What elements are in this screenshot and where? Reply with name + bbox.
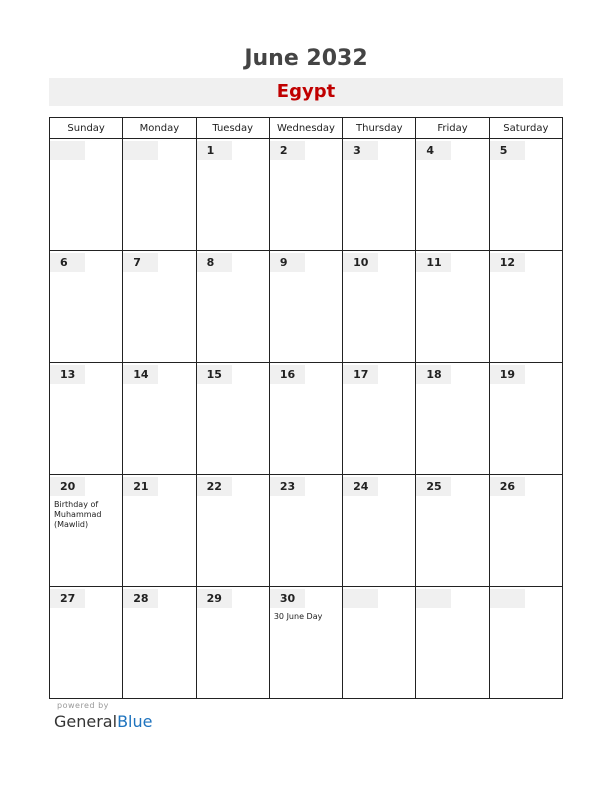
day-cell — [50, 251, 123, 363]
holiday-label — [490, 496, 554, 500]
day-cell — [416, 587, 489, 699]
day-cell — [269, 251, 342, 363]
day-number: 4 — [416, 141, 451, 160]
day-cell — [50, 475, 123, 587]
holiday-label — [123, 496, 187, 500]
day-cell — [489, 587, 562, 699]
holiday-label — [197, 496, 261, 500]
holiday-label — [197, 384, 261, 388]
week-row — [50, 251, 563, 363]
day-number: 16 — [270, 365, 305, 384]
day-number: 5 — [490, 141, 525, 160]
holiday-label — [270, 496, 334, 500]
day-number — [123, 141, 158, 160]
day-cell — [196, 587, 269, 699]
day-number: 6 — [50, 253, 85, 272]
holiday-label — [270, 272, 334, 276]
weekday-wednesday: Wednesday — [269, 118, 342, 139]
day-number: 3 — [343, 141, 378, 160]
holiday-label — [197, 272, 261, 276]
day-cell — [123, 139, 196, 251]
brand-blue: Blue — [117, 712, 153, 731]
day-cell — [196, 363, 269, 475]
day-number: 17 — [343, 365, 378, 384]
day-number: 29 — [197, 589, 232, 608]
holiday-label — [416, 272, 480, 276]
holiday-label — [416, 608, 480, 612]
holiday-label — [123, 160, 187, 164]
day-number: 7 — [123, 253, 158, 272]
day-cell — [416, 475, 489, 587]
day-number: 27 — [50, 589, 85, 608]
day-cell — [489, 475, 562, 587]
holiday-label: Birthday of Muhammad (Mawlid) — [54, 500, 102, 529]
day-number: 19 — [490, 365, 525, 384]
day-number — [343, 589, 378, 608]
weekday-tuesday: Tuesday — [196, 118, 269, 139]
day-number: 10 — [343, 253, 378, 272]
day-cell — [416, 363, 489, 475]
holiday-label — [490, 384, 554, 388]
day-number: 26 — [490, 477, 525, 496]
day-cell — [50, 587, 123, 699]
day-number: 28 — [123, 589, 158, 608]
holiday-label — [490, 608, 554, 612]
day-number: 25 — [416, 477, 451, 496]
day-number: 30 — [270, 589, 305, 608]
day-number: 22 — [197, 477, 232, 496]
day-number: 21 — [123, 477, 158, 496]
day-cell — [489, 139, 562, 251]
week-row — [50, 587, 563, 699]
day-number: 15 — [197, 365, 232, 384]
day-cell — [196, 139, 269, 251]
holiday-label — [123, 384, 187, 388]
weekday-monday: Monday — [123, 118, 196, 139]
holiday-label — [197, 608, 261, 612]
powered-by-text: powered by — [57, 701, 109, 710]
holiday-label — [343, 496, 407, 500]
holiday-label: 30 June Day — [273, 612, 323, 621]
day-cell — [343, 587, 416, 699]
weekday-header-row — [50, 118, 563, 139]
day-cell — [50, 139, 123, 251]
week-row — [50, 475, 563, 587]
holiday-label — [197, 160, 261, 164]
holiday-label — [416, 160, 480, 164]
day-cell — [123, 587, 196, 699]
holiday-label — [343, 384, 407, 388]
holiday-label — [270, 384, 334, 388]
day-cell — [343, 251, 416, 363]
day-cell — [416, 251, 489, 363]
day-cell — [489, 363, 562, 475]
day-cell — [489, 251, 562, 363]
day-cell — [123, 475, 196, 587]
day-number — [416, 589, 451, 608]
day-cell — [343, 139, 416, 251]
weekday-friday: Friday — [416, 118, 489, 139]
day-number: 14 — [123, 365, 158, 384]
page-title: June 2032 — [244, 46, 368, 71]
day-cell — [269, 475, 342, 587]
day-cell — [196, 251, 269, 363]
brand-general: General — [54, 712, 118, 731]
holiday-label — [123, 608, 187, 612]
country-bar — [49, 78, 563, 106]
day-number: 18 — [416, 365, 451, 384]
day-cell — [50, 363, 123, 475]
day-cell — [343, 475, 416, 587]
week-row — [50, 363, 563, 475]
day-cell — [269, 363, 342, 475]
day-cell — [343, 363, 416, 475]
day-cell — [196, 475, 269, 587]
country-name: Egypt — [276, 81, 336, 102]
holiday-label — [270, 160, 334, 164]
week-row — [50, 139, 563, 251]
holiday-label — [50, 384, 114, 388]
holiday-label — [416, 496, 480, 500]
weekday-sunday: Sunday — [50, 118, 123, 139]
weekday-saturday: Saturday — [489, 118, 562, 139]
day-number: 9 — [270, 253, 305, 272]
holiday-label — [50, 160, 114, 164]
holiday-label — [490, 160, 554, 164]
day-cell — [269, 139, 342, 251]
holiday-label — [343, 272, 407, 276]
day-cell — [123, 251, 196, 363]
holiday-label — [123, 272, 187, 276]
day-number: 2 — [270, 141, 305, 160]
day-number: 20 — [50, 477, 85, 496]
day-cell — [416, 139, 489, 251]
day-number — [490, 589, 525, 608]
day-number: 13 — [50, 365, 85, 384]
holiday-label — [343, 160, 407, 164]
day-number: 11 — [416, 253, 451, 272]
generalblue-logo[interactable] — [54, 712, 152, 731]
holiday-label — [343, 608, 407, 612]
holiday-label — [50, 608, 114, 612]
holiday-label — [490, 272, 554, 276]
holiday-label — [50, 272, 114, 276]
day-number: 24 — [343, 477, 378, 496]
day-cell — [123, 363, 196, 475]
day-number: 1 — [197, 141, 232, 160]
day-number — [50, 141, 85, 160]
calendar-grid — [49, 117, 563, 699]
day-number: 8 — [197, 253, 232, 272]
weekday-thursday: Thursday — [343, 118, 416, 139]
day-number: 23 — [270, 477, 305, 496]
holiday-label — [416, 384, 480, 388]
day-number: 12 — [490, 253, 525, 272]
day-cell — [269, 587, 342, 699]
